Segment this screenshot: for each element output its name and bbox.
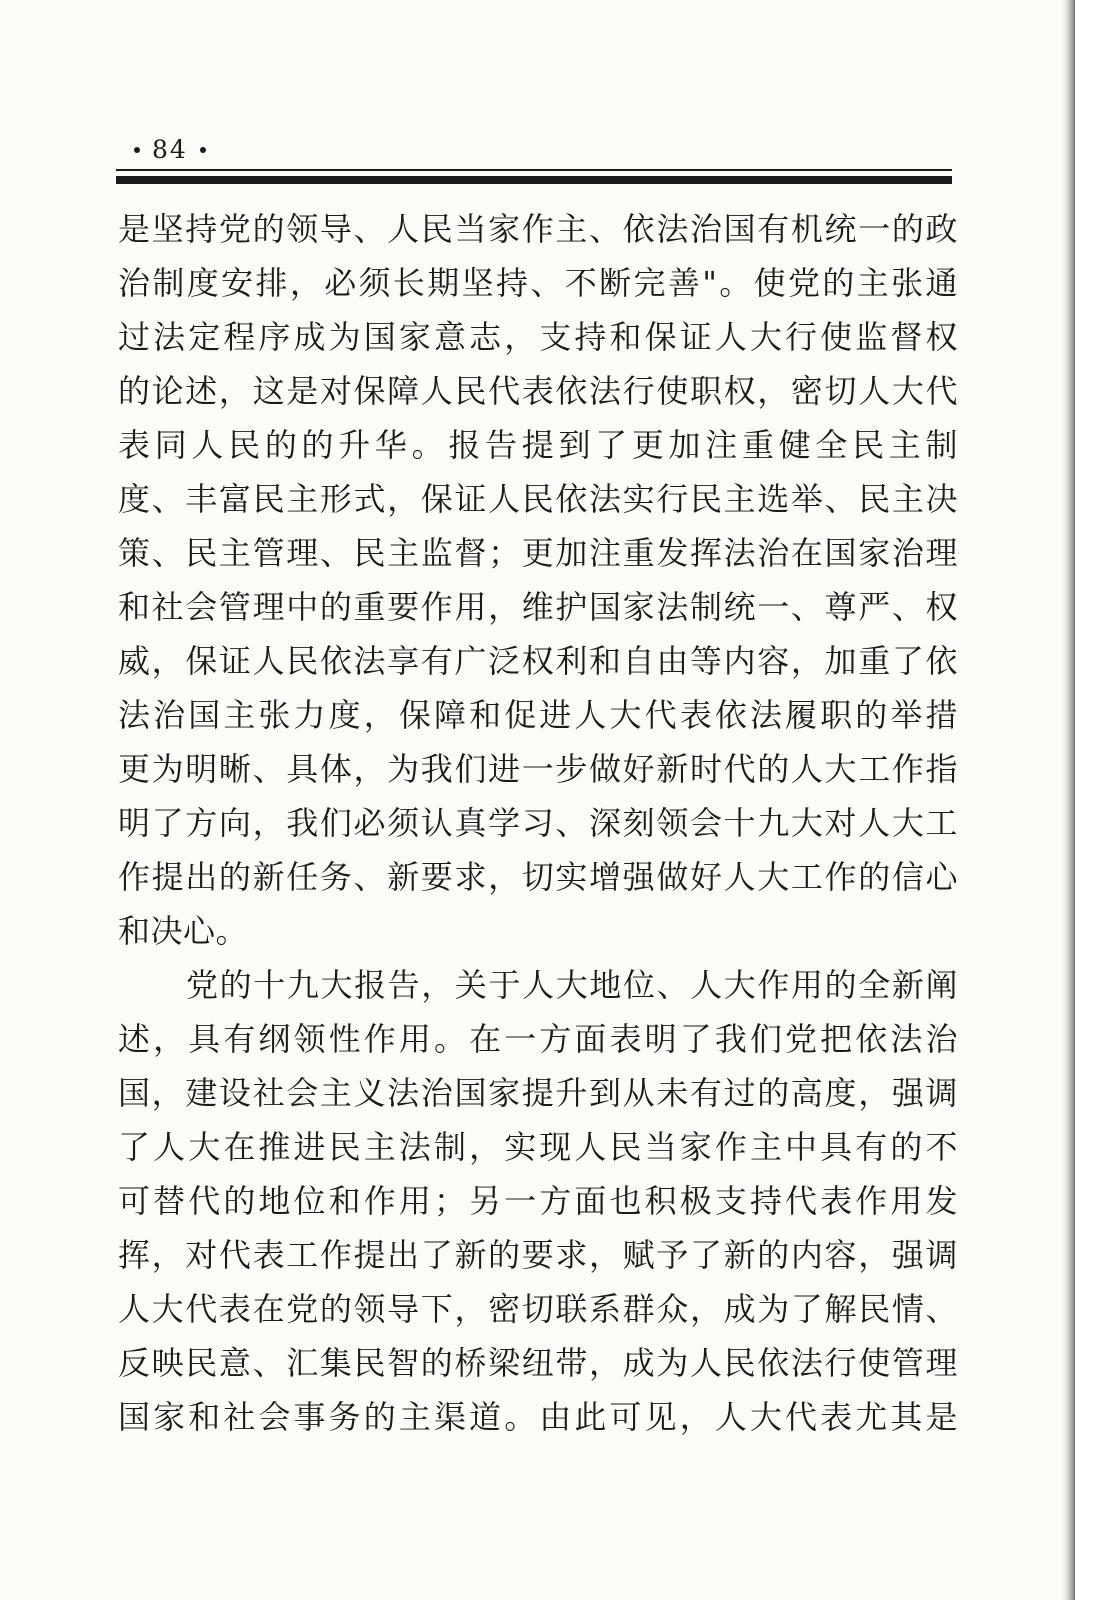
text-line: 是坚持党的领导、人民当家作主、依法治国有机统一的政: [118, 210, 958, 248]
text-line: 可替代的地位和作用；另一方面也积极支持代表作用发: [118, 1182, 958, 1220]
text-line: 了人大在推进民主法制，实现人民当家作主中具有的不: [118, 1128, 958, 1166]
text-line: 党的十九大报告，关于人大地位、人大作用的全新阐: [186, 966, 958, 1004]
text-line: 挥，对代表工作提出了新的要求，赋予了新的内容，强调: [118, 1236, 958, 1274]
text-line: 和决心。: [118, 912, 249, 950]
text-line: 国家和社会事务的主渠道。由此可见，人大代表尤其是: [118, 1398, 958, 1436]
text-line: 的论述，这是对保障人民代表依法行使职权，密切人大代: [118, 372, 958, 410]
bullet-dot-right: [200, 147, 206, 153]
text-line: 威，保证人民依法享有广泛权利和自由等内容，加重了依: [118, 642, 958, 680]
text-line: 过法定程序成为国家意志，支持和保证人大行使监督权: [118, 318, 958, 356]
text-line: 更为明晰、具体，为我们进一步做好新时代的人大工作指: [118, 750, 958, 788]
text-line: 人大代表在党的领导下，密切联系群众，成为了解民情、: [118, 1290, 958, 1328]
page-edge-shadow: [1062, 0, 1075, 1600]
text-line: 法治国主张力度，保障和促进人大代表依法履职的举措: [118, 696, 958, 734]
text-line: 明了方向，我们必须认真学习、深刻领会十九大对人大工: [118, 804, 958, 842]
page-number-header: [122, 130, 242, 170]
text-line: 作提出的新任务、新要求，切实增强做好人大工作的信心: [118, 858, 958, 896]
body-text: [118, 202, 958, 1444]
text-line: 述，具有纲领性作用。在一方面表明了我们党把依法治: [118, 1020, 958, 1058]
page-number: 84: [152, 135, 188, 164]
text-line: 治制度安排，必须长期坚持、不断完善"。使党的主张通: [118, 264, 958, 302]
text-line: 度、丰富民主形式，保证人民依法实行民主选举、民主决: [118, 480, 958, 518]
bullet-dot-left: [134, 147, 140, 153]
header-rule-thin: [116, 169, 952, 171]
header-rule-thick: [116, 176, 952, 184]
text-line: 策、民主管理、民主监督；更加注重发挥法治在国家治理: [118, 534, 958, 572]
text-line: 表同人民的的升华。报告提到了更加注重健全民主制: [118, 426, 958, 464]
text-line: 反映民意、汇集民智的桥梁纽带，成为人民依法行使管理: [118, 1344, 958, 1382]
text-line: 国，建设社会主义法治国家提升到从未有过的高度，强调: [118, 1074, 958, 1112]
text-line: 和社会管理中的重要作用，维护国家法制统一、尊严、权: [118, 588, 958, 626]
